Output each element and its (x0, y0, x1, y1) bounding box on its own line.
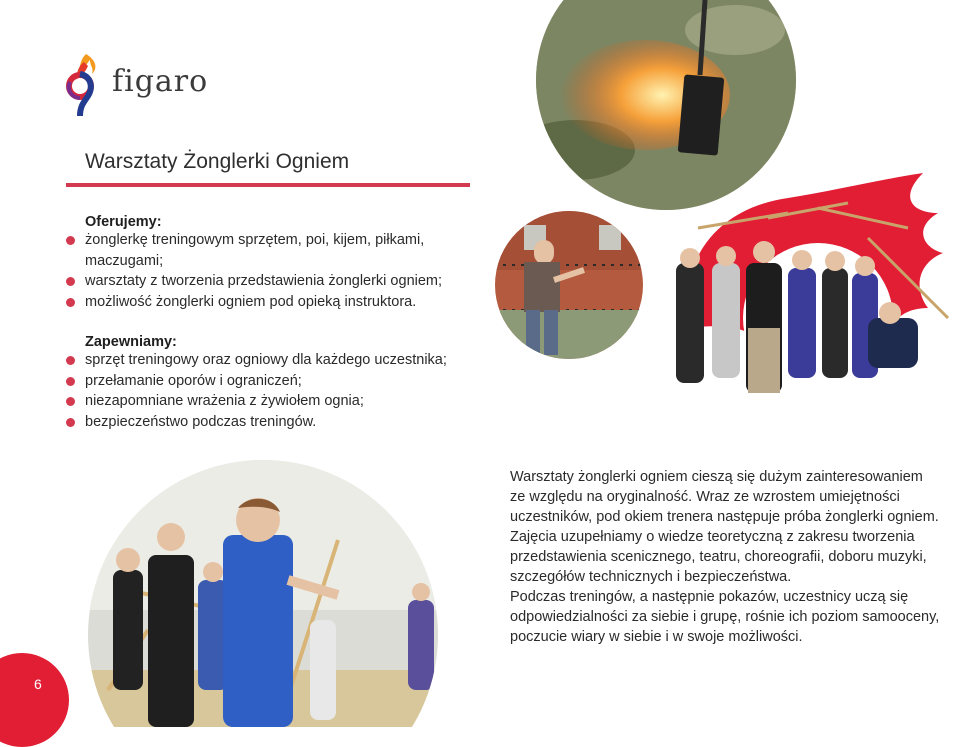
bullet-icon (66, 418, 75, 427)
brand-name: figaro (112, 64, 209, 99)
bullet-icon (66, 236, 75, 245)
offer-section (85, 214, 505, 312)
list-item: przełamanie oporów i ograniczeń; (85, 371, 505, 392)
photo-indoor-training (88, 460, 438, 727)
paragraph: Podczas treningów, a następnie pokazów, uczestnicy uczą się odpowiedzialności za siebie i grupę, rośnie ich poziom samooceny, poczucie wiary w siebie i w swoje możliwości. (510, 589, 940, 645)
page-title: Warsztaty Żonglerki Ogniem (85, 150, 350, 173)
bullet-icon (66, 356, 75, 365)
paragraph: Zajęcia uzupełniamy o wiedze teoretyczną z zakresu tworzenia przedstawienia scenicznego, teatru, choreografii, doboru muzyki, szczegółów technicznych i bezpieczeństwa. (510, 529, 927, 585)
list-item: sprzęt treningowy oraz ogniowy dla każdego uczestnika; (85, 350, 505, 371)
guarantee-section (85, 334, 505, 432)
bullet-icon (66, 298, 75, 307)
list-item: maczugami; (85, 252, 164, 269)
list-item: warsztaty z tworzenia przedstawienia żonglerki ogniem; (85, 271, 505, 292)
list-item: żonglerkę treningowym sprzętem, poi, kijem, piłkami, (85, 230, 505, 251)
page-number-badge (0, 653, 69, 747)
title-underline (66, 183, 470, 187)
paragraph: Warsztaty żonglerki ogniem cieszą się dużym zainteresowaniem ze względu na oryginalność. Wraz ze wzrostem umiejętności uczestników, pod okiem trenera następuje próba żonglerki ogniem. (510, 469, 939, 525)
description-text (510, 467, 940, 647)
list-item: niezapomniane wrażenia z żywiołem ognia; (85, 391, 505, 412)
bullet-icon (66, 277, 75, 286)
bullet-icon (66, 397, 75, 406)
guarantee-heading: Zapewniamy: (85, 334, 177, 350)
list-item: możliwość żonglerki ogniem pod opieką instruktora. (85, 292, 505, 313)
bullet-icon (66, 377, 75, 386)
offer-list (85, 230, 505, 312)
offer-heading: Oferujemy: (85, 214, 162, 230)
list-item: bezpieczeństwo podczas treningów. (85, 412, 505, 433)
photo-boy-brick-wall (494, 210, 644, 360)
page-number: 6 (34, 676, 42, 692)
guarantee-list (85, 350, 505, 432)
photo-group-flame (668, 168, 958, 433)
